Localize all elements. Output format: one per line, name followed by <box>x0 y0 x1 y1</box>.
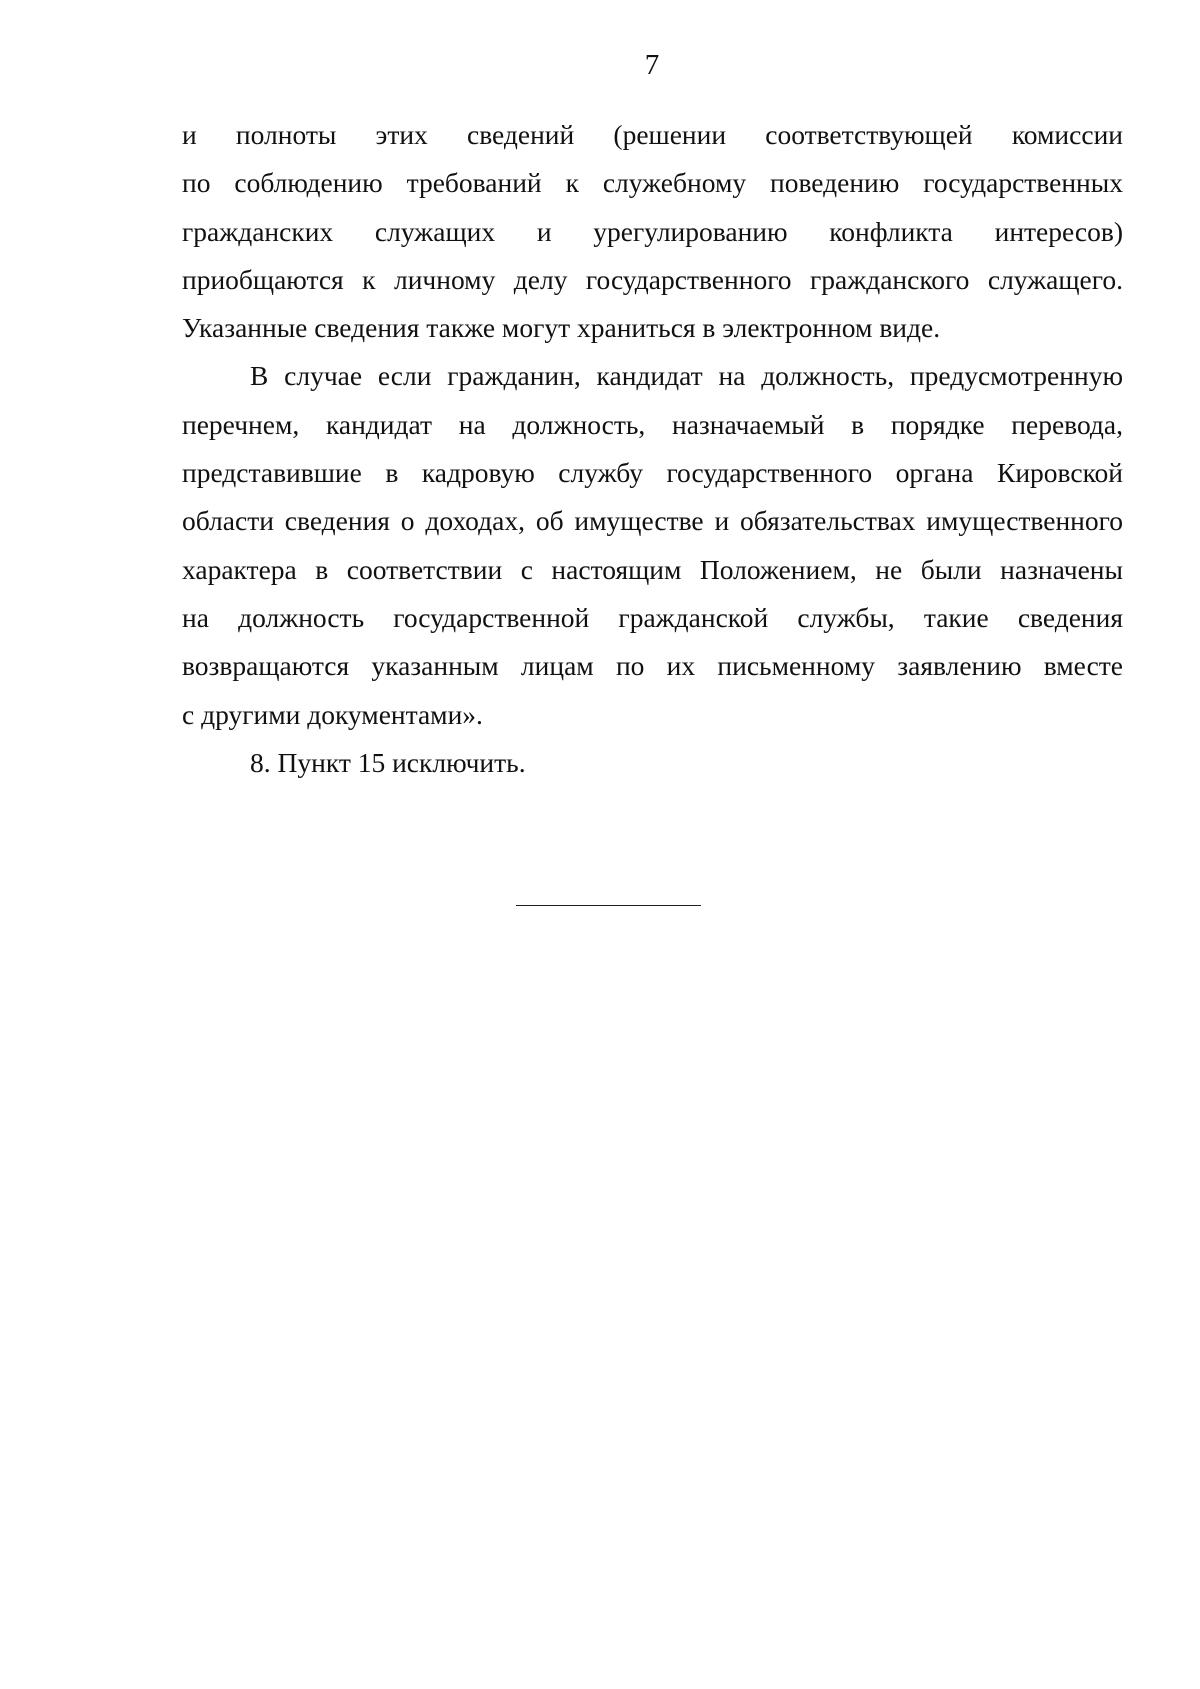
text-line: приобщаются к личному делу государственного гражданского служащего. <box>182 263 1123 295</box>
text-line: области сведения о доходах, об имуществе и обязательствах имущественного <box>182 505 1123 537</box>
paragraph-item-8 <box>182 739 1123 787</box>
page-number: 7 <box>644 49 660 81</box>
text-line: по соблюдению требований к служебному поведению государственных <box>182 167 1123 199</box>
text-line: с другими документами». <box>182 698 483 730</box>
text-line: характера в соответствии с настоящим Положением, не были назначены <box>182 553 1123 585</box>
text-line: перечнем, кандидат на должность, назначаемый в порядке перевода, <box>182 408 1123 440</box>
document-body <box>182 111 1123 787</box>
text-line: возвращаются указанным лицам по их письменному заявлению вместе <box>182 650 1123 682</box>
paragraph-continuation <box>182 111 1123 352</box>
text-line: представившие в кадровую службу государственного органа Кировской <box>182 457 1123 489</box>
text-line: Указанные сведения также могут храниться в электронном виде. <box>182 312 941 344</box>
text-line: В случае если гражданин, кандидат на должность, предусмотренную <box>250 360 1123 392</box>
paragraph-return-of-documents <box>182 352 1123 738</box>
text-line: на должность государственной гражданской службы, такие сведения <box>182 601 1123 633</box>
text-line: 8. Пункт 15 исключить. <box>250 746 526 778</box>
end-of-document-rule <box>516 905 701 906</box>
text-line: и полноты этих сведений (решении соответствующей комиссии <box>182 119 1123 150</box>
text-line: гражданских служащих и урегулированию конфликта интересов) <box>182 215 1123 247</box>
